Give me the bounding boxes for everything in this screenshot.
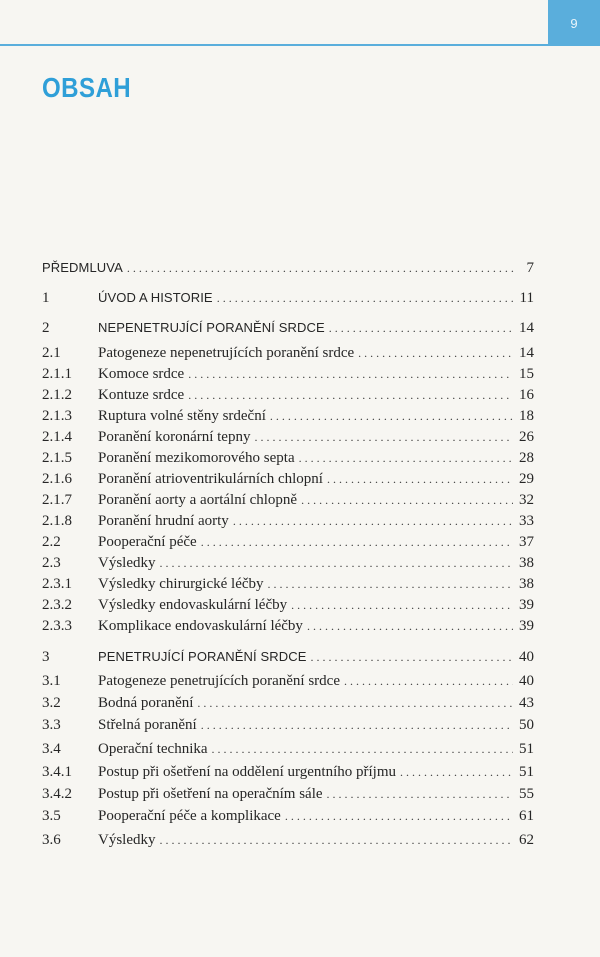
toc-entry-title: PENETRUJÍCÍ PORANĚNÍ SRDCE (98, 649, 307, 664)
toc-entry (42, 670, 534, 692)
toc-entry-title: Komoce srdce (98, 366, 185, 382)
toc-entry (42, 783, 534, 805)
dot-leader (307, 615, 513, 637)
toc-entry (42, 489, 534, 511)
page-title: OBSAH (42, 72, 132, 103)
toc-entry-page: 18 (519, 408, 534, 424)
toc-entry-page: 28 (519, 450, 534, 466)
dot-leader (327, 468, 513, 490)
toc-entry-page: 32 (519, 492, 534, 508)
toc-entry-number: 3.6 (42, 832, 61, 848)
toc-entry-number: 2.3 (42, 555, 61, 571)
dot-leader (233, 510, 513, 532)
toc-entry-number: 3 (42, 649, 50, 665)
toc-entry-title: Operační technika (98, 741, 208, 757)
toc-entry-number: 2 (42, 320, 50, 336)
toc-entry (42, 714, 534, 736)
toc-entry-title: Výsledky (98, 832, 156, 848)
toc-entry-page: 51 (519, 764, 534, 780)
toc-entry-number: 2.1.6 (42, 471, 72, 487)
toc-entry-number: 1 (42, 290, 50, 306)
toc-entry (42, 615, 534, 637)
toc-entry (42, 317, 534, 339)
toc-entry-title: Poranění atrioventrikulárních chlopní (98, 471, 323, 487)
dot-leader (160, 829, 514, 851)
toc-entry-page: 38 (519, 576, 534, 592)
toc-entry-title: Postup při ošetření na operačním sále (98, 786, 323, 802)
toc-entry-page: 51 (519, 741, 534, 757)
toc-entry (42, 426, 534, 448)
toc-entry (42, 805, 534, 827)
toc-entry-title: Výsledky endovaskulární léčby (98, 597, 288, 613)
dot-leader (254, 426, 513, 448)
toc-entry-number: 2.1 (42, 345, 61, 361)
dot-leader (188, 384, 513, 406)
toc-entry-number: 3.4.2 (42, 786, 72, 802)
toc-entry-title: Bodná poranění (98, 695, 194, 711)
toc-entry-page: 61 (519, 808, 534, 824)
toc-entry (42, 829, 534, 851)
toc-entry (42, 573, 534, 595)
dot-leader (127, 257, 514, 279)
toc-entry (42, 552, 534, 574)
toc-entry-title: Pooperační péče (98, 534, 197, 550)
toc-entry-title: Kontuze srdce (98, 387, 185, 403)
toc-entry-page: 15 (519, 366, 534, 382)
toc-entry-number: 2.1.2 (42, 387, 72, 403)
toc-entry (42, 405, 534, 427)
toc-entry-title: Poranění mezikomorového septa (98, 450, 295, 466)
dot-leader (400, 761, 513, 783)
toc-entry-page: 55 (519, 786, 534, 802)
toc-entry-number: 3.4 (42, 741, 61, 757)
toc-entry (42, 510, 534, 532)
toc-entry-number: 2.1.3 (42, 408, 72, 424)
toc-entry-page: 39 (519, 618, 534, 634)
toc-entry (42, 384, 534, 406)
toc-entry (42, 257, 534, 279)
toc-entry (42, 646, 534, 668)
toc-entry-title: Výsledky (98, 555, 156, 571)
dot-leader (358, 342, 513, 364)
dot-leader (285, 805, 513, 827)
toc-entry (42, 692, 534, 714)
toc-entry-page: 11 (519, 290, 534, 306)
toc-entry-number: 2.3.2 (42, 597, 72, 613)
toc-entry (42, 761, 534, 783)
toc-entry-page: 39 (519, 597, 534, 613)
page-number: 9 (570, 15, 578, 31)
dot-leader (212, 738, 513, 760)
toc-entry-title: NEPENETRUJÍCÍ PORANĚNÍ SRDCE (98, 320, 325, 335)
toc-entry-title: Výsledky chirurgické léčby (98, 576, 264, 592)
toc-entry-page: 43 (519, 695, 534, 711)
toc-entry-number: 2.3.3 (42, 618, 72, 634)
toc-entry-page: 26 (519, 429, 534, 445)
toc-entry-number: 2.1.8 (42, 513, 72, 529)
toc-entry-number: 2.1.4 (42, 429, 72, 445)
toc-entry-number: 2.3.1 (42, 576, 72, 592)
toc-entry-page: 14 (519, 320, 534, 336)
dot-leader (327, 783, 513, 805)
toc-entry-number: 2.1.5 (42, 450, 72, 466)
toc-entry-page: 62 (519, 832, 534, 848)
toc-entry-page: 7 (526, 260, 534, 276)
toc-entry (42, 468, 534, 490)
toc-entry (42, 287, 534, 309)
toc-entry (42, 363, 534, 385)
toc-entry-page: 38 (519, 555, 534, 571)
toc-entry (42, 738, 534, 760)
dot-leader (291, 594, 513, 616)
dot-leader (217, 287, 514, 309)
dot-leader (301, 489, 513, 511)
toc-entry-page: 50 (519, 717, 534, 733)
toc-entry-title: Patogeneze nepenetrujících poranění srdce (98, 345, 355, 361)
toc-entry-number: 3.1 (42, 673, 61, 689)
toc-entry-page: 40 (519, 649, 534, 665)
dot-leader (160, 552, 514, 574)
toc-entry-title: Komplikace endovaskulární léčby (98, 618, 303, 634)
toc-entry-title: Střelná poranění (98, 717, 197, 733)
toc-entry (42, 594, 534, 616)
dot-leader (201, 531, 513, 553)
dot-leader (201, 714, 513, 736)
toc-entry-title: Patogeneze penetrujících poranění srdce (98, 673, 340, 689)
dot-leader (197, 692, 513, 714)
toc-entry-page: 16 (519, 387, 534, 403)
toc-entry-page: 14 (519, 345, 534, 361)
toc-entry-number: 3.4.1 (42, 764, 72, 780)
toc-entry-page: 37 (519, 534, 534, 550)
toc-entry-page: 40 (519, 673, 534, 689)
dot-leader (268, 573, 513, 595)
toc-entry-number: 3.5 (42, 808, 61, 824)
toc-entry-number: 2.2 (42, 534, 61, 550)
dot-leader (344, 670, 513, 692)
dot-leader (299, 447, 513, 469)
toc-entry-title: Ruptura volné stěny srdeční (98, 408, 266, 424)
toc-entry (42, 447, 534, 469)
toc-entry-title: Postup při ošetření na oddělení urgentního příjmu (98, 764, 397, 780)
toc-entry-title: ÚVOD A HISTORIE (98, 290, 213, 305)
toc-entry-page: 33 (519, 513, 534, 529)
toc-entry (42, 531, 534, 553)
toc-entry (42, 342, 534, 364)
toc-entry-title: Poranění hrudní aorty (98, 513, 229, 529)
toc-entry-page: 29 (519, 471, 534, 487)
toc-entry-title: PŘEDMLUVA (42, 260, 123, 275)
toc-entry-number: 3.3 (42, 717, 61, 733)
toc-entry-number: 2.1.7 (42, 492, 72, 508)
dot-leader (329, 317, 513, 339)
toc-entry-title: Pooperační péče a komplikace (98, 808, 281, 824)
toc-entry-number: 3.2 (42, 695, 61, 711)
dot-leader (188, 363, 513, 385)
dot-leader (270, 405, 513, 427)
dot-leader (310, 646, 513, 668)
toc-entry-title: Poranění aorty a aortální chlopně (98, 492, 298, 508)
toc-entry-number: 2.1.1 (42, 366, 72, 382)
toc-entry-title: Poranění koronární tepny (98, 429, 251, 445)
